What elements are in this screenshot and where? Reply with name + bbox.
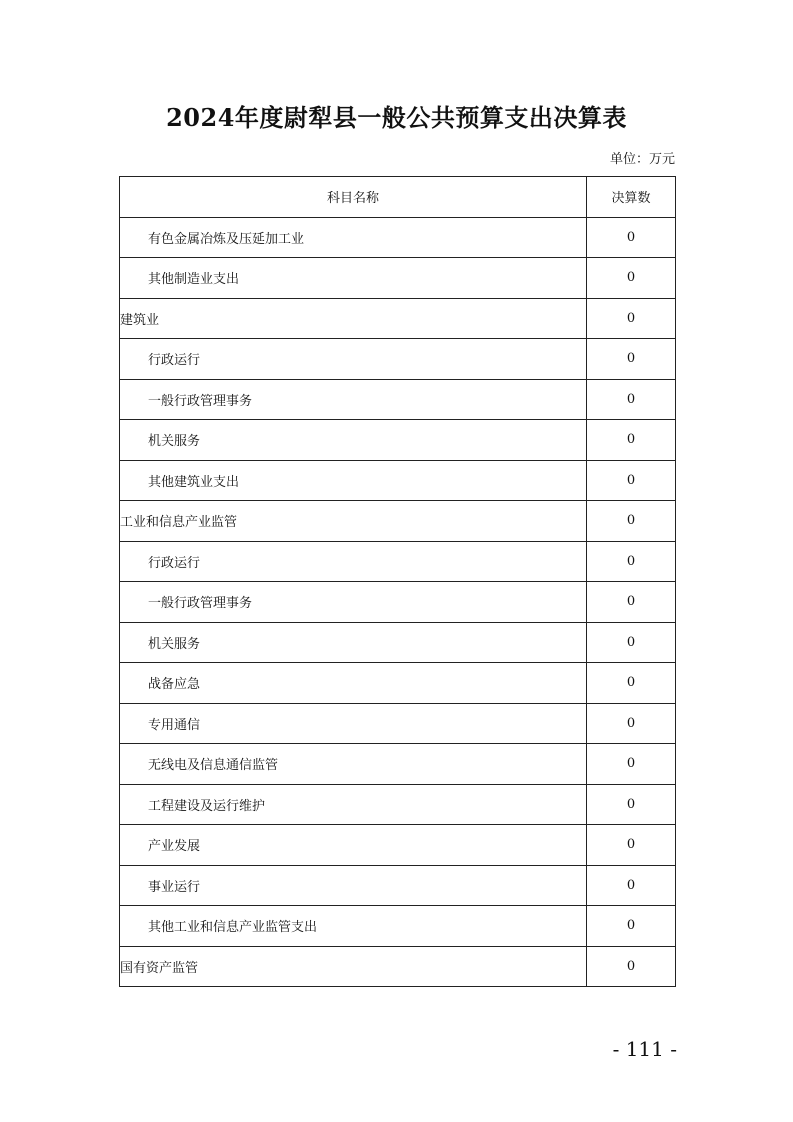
- row-item-amount: 0: [587, 582, 676, 623]
- row-item-name: 无线电及信息通信监管: [120, 744, 587, 785]
- table-row: [120, 258, 676, 299]
- row-item-amount: 0: [587, 663, 676, 704]
- row-item-name: 战备应急: [120, 663, 587, 704]
- column-header-name: 科目名称: [120, 177, 587, 218]
- table-row: [120, 622, 676, 663]
- row-item-amount: 0: [587, 258, 676, 299]
- row-item-amount: 0: [587, 825, 676, 866]
- row-item-name: 产业发展: [120, 825, 587, 866]
- table-row: [120, 946, 676, 987]
- row-item-name: 国有资产监管: [120, 946, 587, 987]
- row-item-name: 其他制造业支出: [120, 258, 587, 299]
- table-row: [120, 703, 676, 744]
- row-item-name: 其他建筑业支出: [120, 460, 587, 501]
- column-header-amount: 决算数: [587, 177, 676, 218]
- row-item-amount: 0: [587, 703, 676, 744]
- table-row: [120, 379, 676, 420]
- row-item-name: 行政运行: [120, 339, 587, 380]
- row-item-name: 机关服务: [120, 420, 587, 461]
- row-item-amount: 0: [587, 784, 676, 825]
- table-row: [120, 460, 676, 501]
- row-item-name: 一般行政管理事务: [120, 379, 587, 420]
- row-item-amount: 0: [587, 622, 676, 663]
- row-item-name: 有色金属冶炼及压延加工业: [120, 217, 587, 258]
- page-title: 2024年度尉犁县一般公共预算支出决算表: [166, 103, 627, 132]
- row-item-name: 工业和信息产业监管: [120, 501, 587, 542]
- row-item-amount: 0: [587, 217, 676, 258]
- table-body: [120, 217, 676, 987]
- table-row: [120, 501, 676, 542]
- page-number: - 111 -: [612, 1037, 677, 1061]
- table-row: [120, 865, 676, 906]
- table-row: [120, 339, 676, 380]
- table-row: [120, 784, 676, 825]
- row-item-amount: 0: [587, 865, 676, 906]
- row-item-amount: 0: [587, 298, 676, 339]
- row-item-name: 工程建设及运行维护: [120, 784, 587, 825]
- table-row: [120, 744, 676, 785]
- table-row: [120, 541, 676, 582]
- row-item-amount: 0: [587, 460, 676, 501]
- row-item-amount: 0: [587, 541, 676, 582]
- table-header-row: [120, 177, 676, 218]
- row-item-name: 建筑业: [120, 298, 587, 339]
- table-row: [120, 663, 676, 704]
- budget-table: [119, 176, 676, 987]
- row-item-name: 机关服务: [120, 622, 587, 663]
- row-item-amount: 0: [587, 339, 676, 380]
- row-item-amount: 0: [587, 946, 676, 987]
- row-item-name: 事业运行: [120, 865, 587, 906]
- table-row: [120, 825, 676, 866]
- row-item-amount: 0: [587, 906, 676, 947]
- row-item-name: 行政运行: [120, 541, 587, 582]
- row-item-amount: 0: [587, 744, 676, 785]
- unit-label: 单位：万元: [609, 152, 675, 167]
- table-row: [120, 420, 676, 461]
- row-item-name: 一般行政管理事务: [120, 582, 587, 623]
- row-item-amount: 0: [587, 501, 676, 542]
- row-item-amount: 0: [587, 379, 676, 420]
- table-row: [120, 298, 676, 339]
- row-item-name: 其他工业和信息产业监管支出: [120, 906, 587, 947]
- row-item-amount: 0: [587, 420, 676, 461]
- table-row: [120, 582, 676, 623]
- table-row: [120, 217, 676, 258]
- table-row: [120, 906, 676, 947]
- row-item-name: 专用通信: [120, 703, 587, 744]
